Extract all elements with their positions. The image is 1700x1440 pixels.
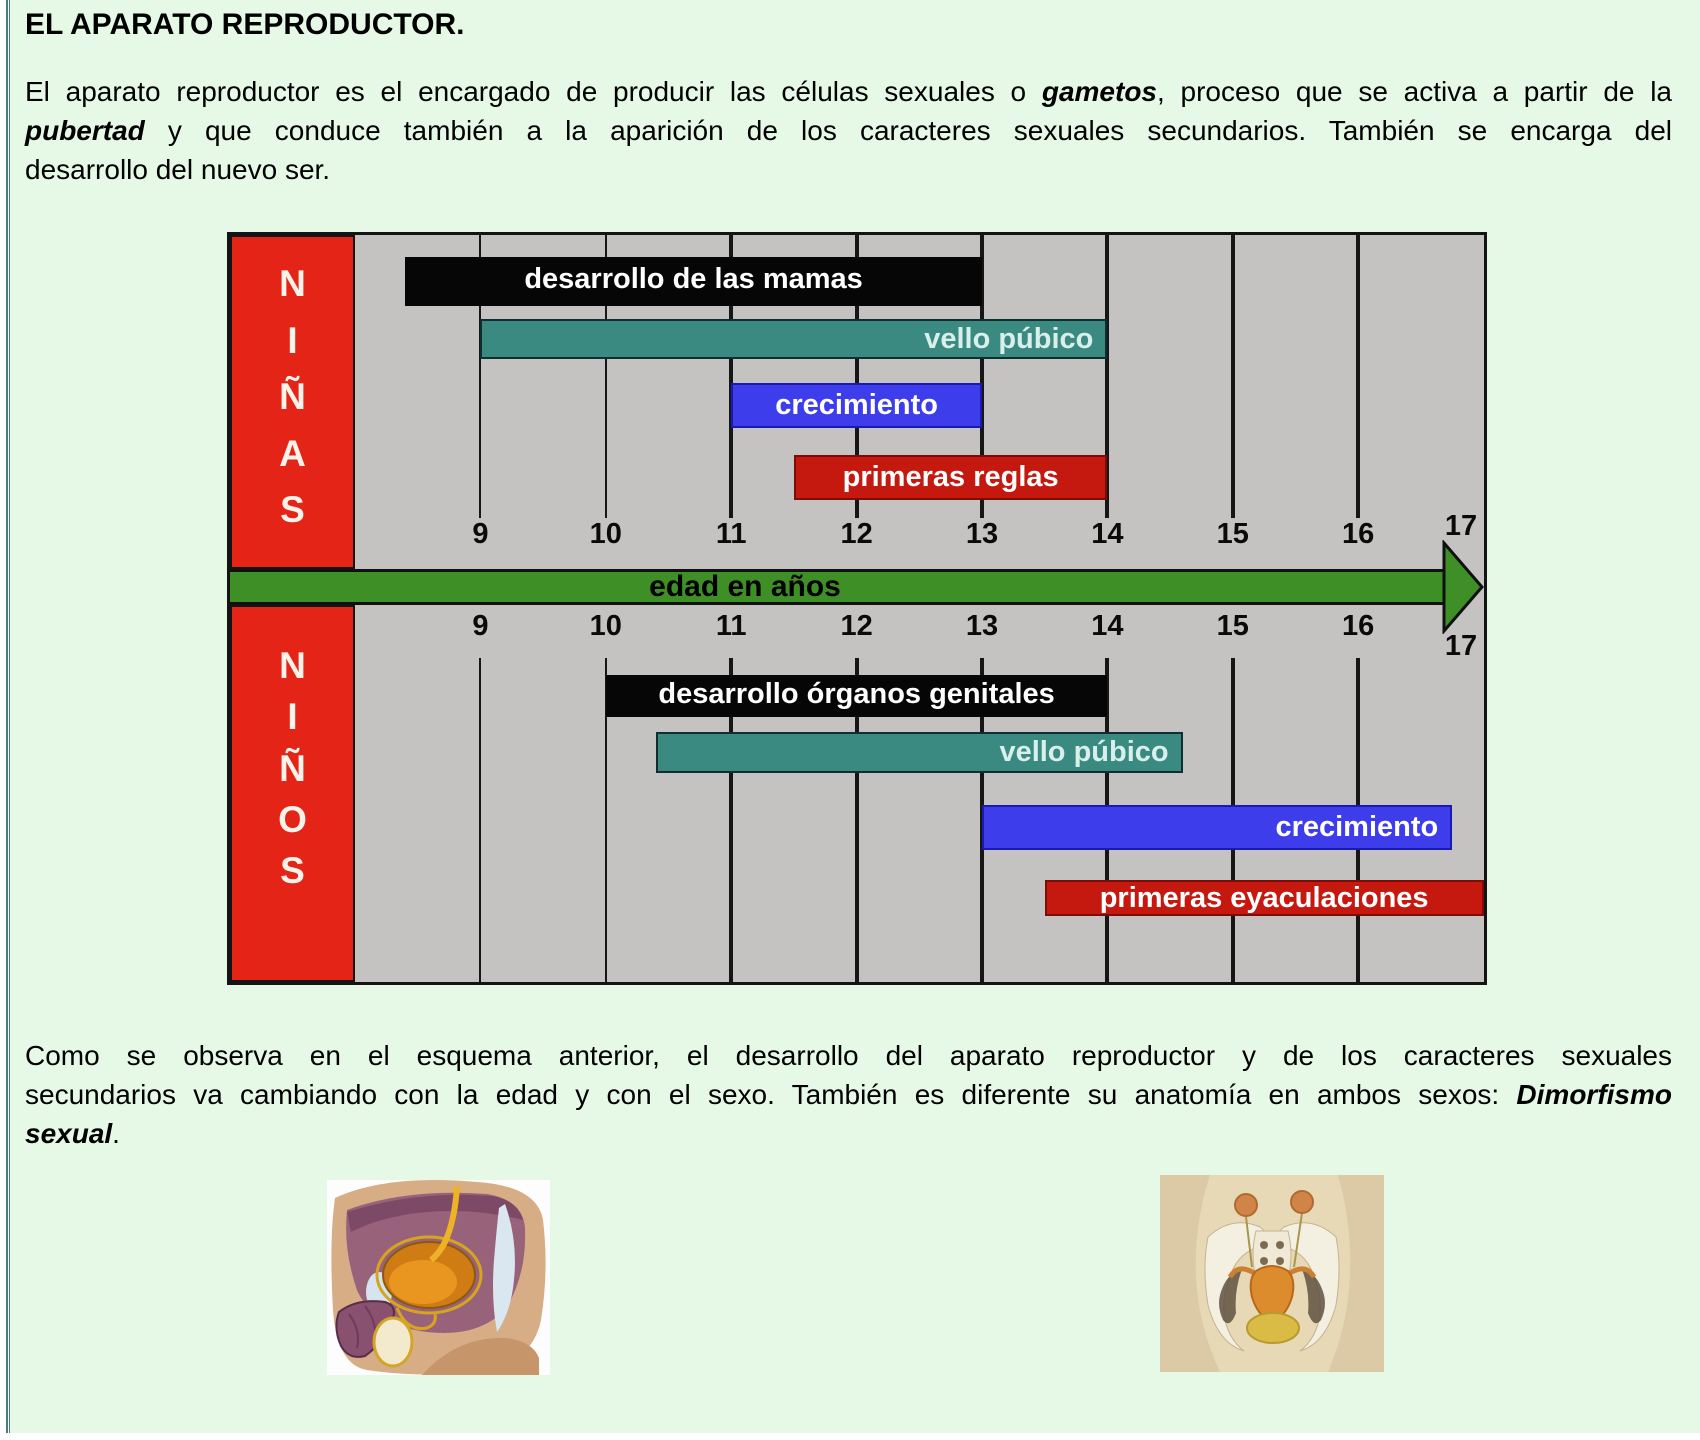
- axis-tick-label: 10: [589, 610, 622, 642]
- axis-tick-label: 11: [715, 610, 747, 642]
- body-text: y que conduce también a la aparición de los caracteres sexuales secundarios. También se encarga del: [144, 115, 1672, 146]
- bar-label: crecimiento: [775, 389, 938, 421]
- paragraph-line: [25, 111, 1672, 150]
- group-letter: A: [279, 432, 306, 474]
- axis-tick-label: 16: [1342, 518, 1375, 550]
- axis-tick-label: 17: [1444, 630, 1478, 662]
- timeline-bar: [1045, 880, 1484, 916]
- group-letter: I: [287, 319, 298, 361]
- axis-title: edad en años: [649, 570, 841, 603]
- axis-tick-label: 16: [1342, 610, 1375, 642]
- closing-paragraph: [25, 1036, 1672, 1153]
- axis-tick-label: 14: [1091, 518, 1124, 550]
- body-text: Como se observa en el esquema anterior, el desarrollo del aparato reproductor y de los caracteres sexuales: [25, 1040, 1672, 1071]
- body-text: , proceso que se activa a partir de la: [1157, 76, 1672, 107]
- bar-label: crecimiento: [1275, 811, 1439, 843]
- timeline-bar: [606, 675, 1108, 717]
- intro-paragraph: [25, 72, 1672, 189]
- paragraph-line: [25, 1114, 1672, 1153]
- body-text: desarrollo del nuevo ser.: [25, 154, 331, 185]
- group-sidebar-ninos: [230, 605, 355, 982]
- bar-label: desarrollo órganos genitales: [658, 678, 1055, 710]
- timeline-bar: [405, 257, 982, 306]
- axis-tick-label: 15: [1216, 518, 1249, 550]
- axis-tick-label: 12: [840, 610, 873, 642]
- emphasized-text: sexual: [25, 1118, 113, 1149]
- timeline-bar: [982, 805, 1452, 850]
- bar-label: desarrollo de las mamas: [524, 263, 863, 295]
- bladder: [1247, 1313, 1299, 1343]
- chart-gridline: [1231, 235, 1235, 518]
- axis-tick-label: 13: [965, 518, 999, 550]
- timeline-bar: [480, 319, 1107, 359]
- group-letter: N: [279, 263, 306, 304]
- emphasized-text: pubertad: [25, 115, 145, 146]
- body-text: El aparato reproductor es el encargado de producir las células sexuales o: [25, 76, 1042, 107]
- emphasized-text: Dimorfismo: [1516, 1079, 1672, 1110]
- puberty-timeline-chart: [227, 232, 1487, 985]
- bladder-highlight: [389, 1260, 457, 1304]
- left-border-line-inner: [9, 0, 10, 1433]
- axis-tick-label: 14: [1091, 610, 1124, 642]
- timeline-bar: [656, 732, 1183, 773]
- paragraph-line: [25, 72, 1672, 111]
- bar-label: primeras reglas: [842, 461, 1059, 493]
- chart-gridline: [1356, 235, 1360, 518]
- emphasized-text: gametos: [1041, 76, 1158, 107]
- group-letter: N: [279, 645, 306, 686]
- left-border-line-outer: [6, 0, 8, 1433]
- body-text: .: [112, 1118, 120, 1149]
- paragraph-line: [25, 150, 1672, 189]
- male-anatomy-figure: [327, 1180, 550, 1375]
- paragraph-line: [25, 1036, 1672, 1075]
- group-letter: O: [278, 798, 307, 840]
- left-ovary: [1235, 1194, 1257, 1216]
- testicle: [374, 1318, 412, 1366]
- chart-gridline: [479, 658, 481, 982]
- page-title: EL APARATO REPRODUCTOR.: [25, 8, 465, 41]
- axis-tick-label: 9: [472, 518, 489, 550]
- axis-tick-label: 11: [715, 518, 747, 550]
- bar-label: vello púbico: [999, 736, 1169, 768]
- axis-tick-label: 12: [840, 518, 873, 550]
- body-text: secundarios va cambiando con la edad y con el sexo. También es diferente su anatomía en ambos sexos:: [25, 1079, 1517, 1110]
- group-letter: S: [280, 489, 305, 530]
- timeline-bar: [731, 383, 982, 428]
- group-letter: Ñ: [279, 376, 306, 417]
- axis-tick-label: 17: [1444, 510, 1478, 542]
- axis-tick-label: 9: [472, 610, 489, 642]
- axis-arrowhead-icon: [1442, 540, 1486, 634]
- female-anatomy-figure: [1160, 1175, 1384, 1372]
- group-sidebar-ninas: [230, 235, 355, 569]
- bar-label: primeras eyaculaciones: [1099, 882, 1429, 914]
- group-letter: S: [280, 850, 305, 891]
- axis-tick-label: 10: [589, 518, 622, 550]
- paragraph-line: [25, 1075, 1672, 1114]
- group-letter: I: [287, 696, 298, 738]
- axis-tick-label: 15: [1216, 610, 1249, 642]
- bar-label: vello púbico: [924, 323, 1094, 355]
- timeline-bar: [794, 455, 1108, 500]
- axis-tick-label: 13: [965, 610, 999, 642]
- group-letter: Ñ: [279, 747, 306, 789]
- right-ovary: [1291, 1191, 1313, 1213]
